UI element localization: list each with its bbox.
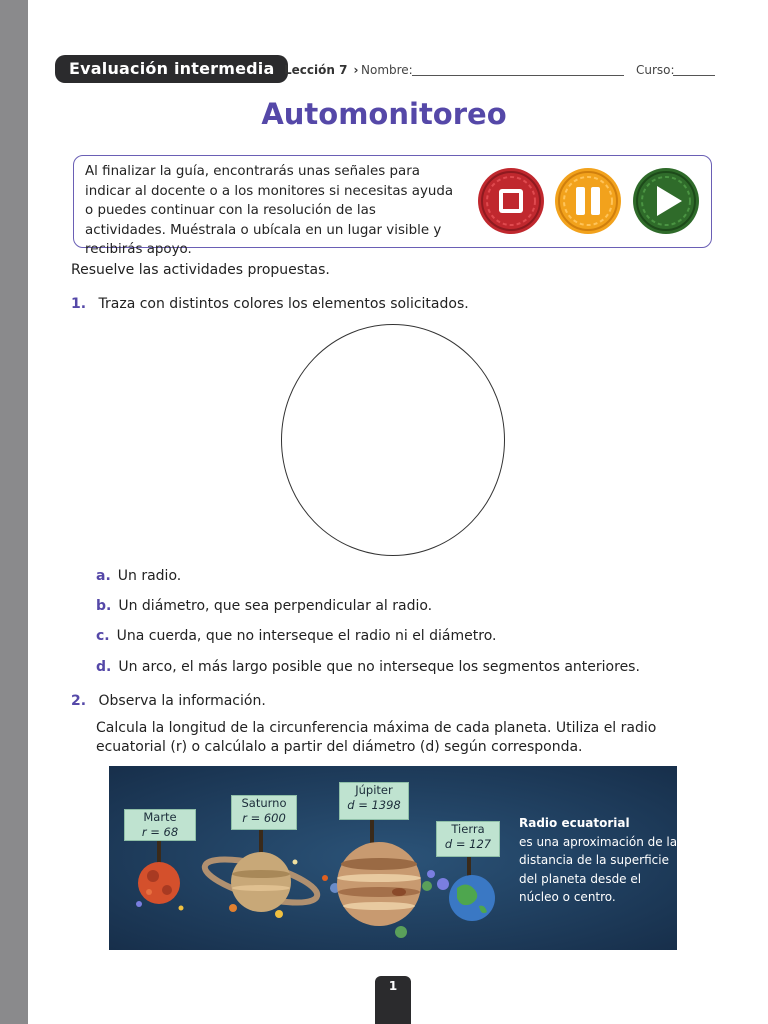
- lesson-text: Lección 7: [284, 63, 348, 77]
- chevron-right-icon: ›: [353, 63, 359, 77]
- equatorial-radius-note: [519, 814, 677, 907]
- planet-name: Tierra: [451, 822, 485, 836]
- planets-banner: [109, 766, 677, 950]
- activity-2-subtext: Calcula la longitud de la circunferencia máxima de cada planeta. Utiliza el radio ecuatorial (r) o calcúlalo a partir del diámetro (d) según corresponda.: [96, 720, 657, 755]
- evaluation-badge: Evaluación intermedia: [55, 55, 288, 83]
- item-letter: b.: [96, 598, 112, 614]
- name-label: Nombre:: [361, 63, 413, 77]
- planet-value: d = 1398: [347, 798, 401, 812]
- page-title: Automonitoreo: [261, 97, 507, 131]
- note-body: es una aproximación de la distancia de la superficie del planeta desde el núcleo o centro.: [519, 834, 677, 904]
- activity-2-number: 2.: [71, 693, 87, 709]
- item-text: Un arco, el más largo posible que no interseque los segmentos anteriores.: [118, 659, 640, 675]
- activity-1-item-b: [96, 598, 432, 614]
- self-monitoring-text: Al finalizar la guía, encontrarás unas señales para indicar al docente o a los monitores si necesitas ayuda o puedes continuar con la resolución de las actividades. Muéstrala o ubícala en un lugar visible y recibirás apoyo.: [85, 164, 454, 257]
- planet-sign-earth: [436, 821, 500, 857]
- page-spine: [0, 0, 28, 1024]
- planet-value: r = 68: [141, 825, 179, 839]
- planet-sign-saturn: [231, 795, 297, 830]
- item-text: Un radio.: [117, 568, 182, 584]
- activity-1-item-d: [96, 659, 640, 675]
- activity-1-number: 1.: [71, 296, 87, 312]
- stop-icon: [477, 167, 545, 235]
- course-label: Curso:: [636, 63, 675, 77]
- lesson-label: [284, 63, 364, 77]
- planet-name: Marte: [143, 810, 177, 824]
- item-text: Una cuerda, que no interseque el radio ni el diámetro.: [116, 628, 497, 644]
- planet-value: r = 600: [242, 811, 286, 825]
- note-title: Radio ecuatorial: [519, 816, 630, 830]
- item-text: Un diámetro, que sea perpendicular al radio.: [118, 598, 433, 614]
- play-icon: [632, 167, 700, 235]
- name-field[interactable]: [412, 75, 624, 76]
- instructions-text: Resuelve las actividades propuestas.: [71, 262, 330, 278]
- item-letter: d.: [96, 659, 112, 675]
- planet-sign-jupiter: [339, 782, 409, 820]
- page-number: 1: [375, 976, 411, 1024]
- blank-circle[interactable]: [279, 322, 507, 558]
- activity-2-text: Observa la información.: [98, 693, 266, 709]
- pause-icon: [554, 167, 622, 235]
- activity-1-text: Traza con distintos colores los elementos solicitados.: [98, 296, 469, 312]
- activity-2: [71, 693, 266, 709]
- self-monitoring-box: [73, 155, 712, 257]
- planet-name: Júpiter: [355, 783, 393, 797]
- course-field[interactable]: [673, 75, 715, 76]
- item-letter: c.: [96, 628, 110, 644]
- activity-1-item-a: [96, 568, 181, 584]
- planet-value: d = 127: [444, 837, 492, 851]
- activity-1-item-c: [96, 628, 496, 644]
- item-letter: a.: [96, 568, 111, 584]
- planet-name: Saturno: [241, 796, 287, 810]
- page-header: [55, 55, 717, 83]
- activity-1: [71, 296, 469, 312]
- planet-sign-mars: [124, 809, 196, 841]
